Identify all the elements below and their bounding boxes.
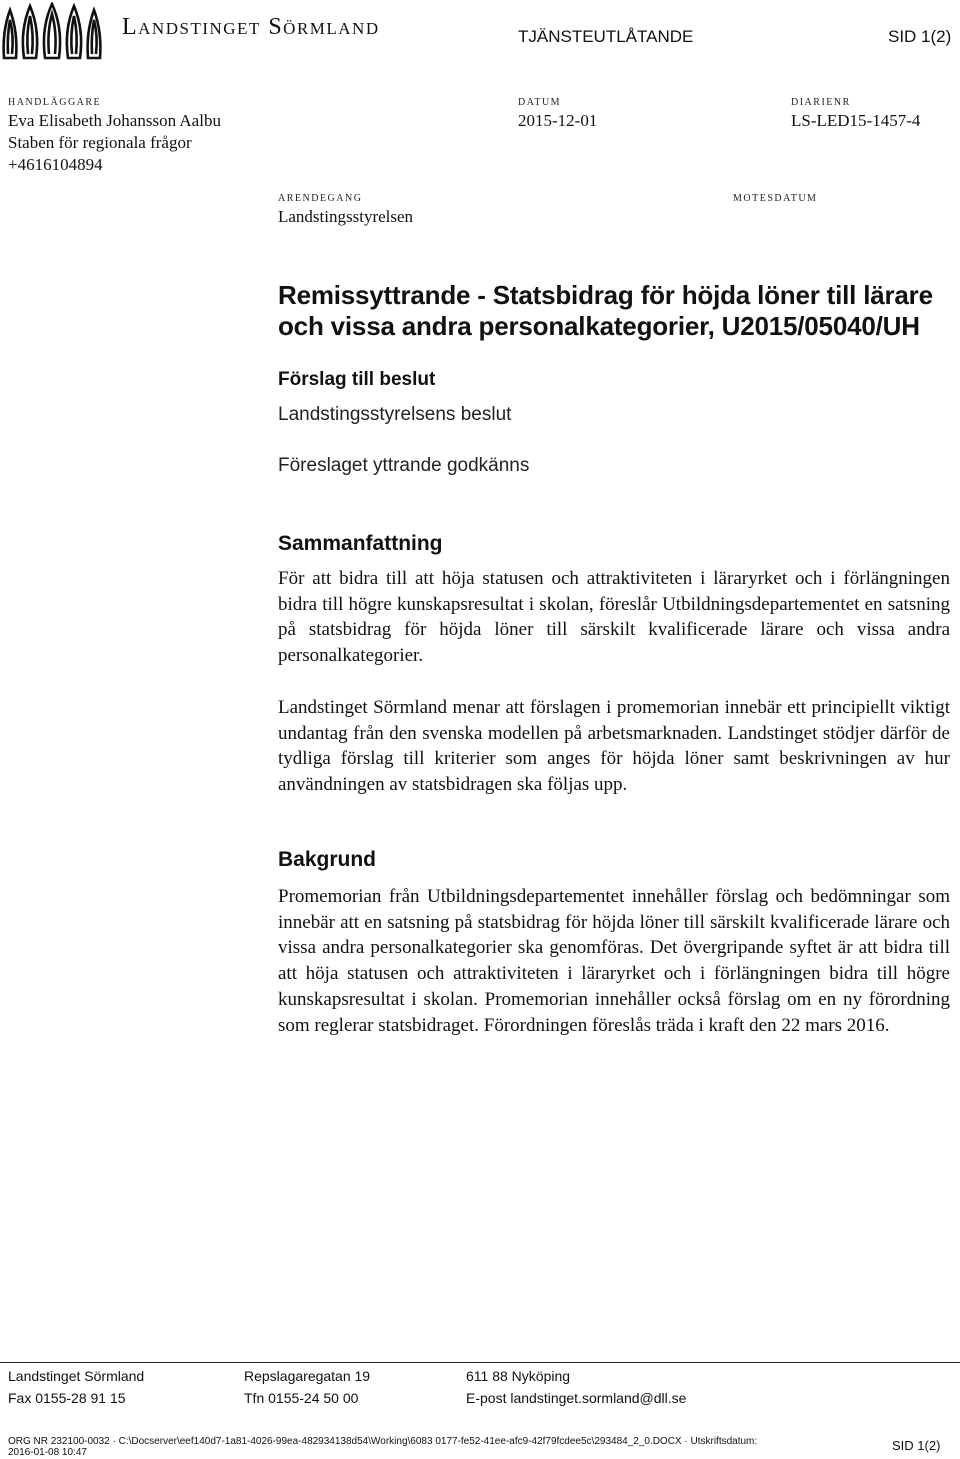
proposal-heading: Förslag till beslut <box>278 369 436 390</box>
footer-divider <box>0 1362 960 1363</box>
handlaggare-label: HANDLÄGGARE <box>8 97 102 108</box>
datum-value: 2015-12-01 <box>518 111 598 130</box>
diarienr-value: LS-LED15-1457-4 <box>791 111 921 130</box>
page-indicator: SID 1(2) <box>888 27 952 46</box>
background-paragraph: Promemorian från Utbildningsdepartementet innehåller förslag och bedömningar som innebär att en satsning på statsbidrag för höjda löner till särskilt kvalificerade lärare och vissa andra personalkategorier ska genomföras. Det övergripande syftet är att bidra till att höja statusen och attraktiviteten i läraryrket och i förlängningen bidra till högre kunskapsresultat i skolan. Promemorian innehåller också förslag om en ny förordning som reglerar statsbidraget. Förordningen föreslås träda i kraft den 22 mars 2016. <box>278 886 950 1036</box>
summary-heading: Sammanfattning <box>278 532 443 555</box>
diarienr-label: DIARIENR <box>791 97 851 108</box>
tulip-logo-icon <box>0 2 112 62</box>
footer-org: Landstinget Sörmland <box>8 1368 145 1384</box>
background-heading: Bakgrund <box>278 848 377 871</box>
summary-paragraph: För att bidra till att höja statusen och attraktiviteten i läraryrket och i förlängningen bidra till högre kunskapsresultat i skolan, föreslår Utbildningsdepartementet en satsning på statsbidrag för höjda löner till särskilt kvalificerade lärare och vissa andra personalkategorier. <box>278 568 950 667</box>
handlaggare-phone: +4616104894 <box>8 155 103 174</box>
datum-label: DATUM <box>518 97 562 108</box>
decision-subheading: Landstingsstyrelsens beslut <box>278 404 512 425</box>
decision-text: Föreslaget yttrande godkänns <box>278 455 530 476</box>
footer-document-path: ORG NR 232100-0032 · C:\Docserver\eef140d7-1a81-4026-99ea-482934138d54\Working\6083 0177-fe52-41ee-afc9-42f79fcdee5c\293484_2_0.DOCX · Utskriftsdatum: <box>8 1436 758 1447</box>
footer-email: E-post landstinget.sormland@dll.se <box>466 1390 687 1406</box>
footer-print-date: 2016-01-08 10:47 <box>8 1447 87 1458</box>
organization-name: Landstinget Sörmland <box>122 14 380 40</box>
summary-paragraph-2: Landstinget Sörmland menar att förslagen i promemorian innebär ett principiellt viktigt undantag från den svenska modellen på arbetsmarknaden. Landstinget stödjer därför de tydliga förslag till kriterier som anges för höjda löner samt beskrivningen av hur användningen av statsbidragen ska följas upp. <box>278 697 950 796</box>
arendegang-value: Landstingsstyrelsen <box>278 207 414 226</box>
arendegang-label: ARENDEGANG <box>278 193 363 204</box>
footer-street: Repslagaregatan 19 <box>244 1368 371 1384</box>
motesdatum-label: MOTESDATUM <box>733 193 818 204</box>
footer-fax: Fax 0155-28 91 15 <box>8 1390 126 1406</box>
document-type: TJÄNSTEUTLÅTANDE <box>518 27 694 46</box>
footer-phone: Tfn 0155-24 50 00 <box>244 1390 359 1406</box>
handlaggare-name: Eva Elisabeth Johansson Aalbu <box>8 111 221 130</box>
document-title: Remissyttrande - Statsbidrag för höjda löner till lärare och vissa andra personalkategorier, U2015/05040/UH <box>278 280 933 341</box>
handlaggare-unit: Staben för regionala frågor <box>8 133 192 152</box>
footer-page-indicator: SID 1(2) <box>892 1438 941 1453</box>
footer-postal: 611 88 Nyköping <box>466 1368 571 1384</box>
